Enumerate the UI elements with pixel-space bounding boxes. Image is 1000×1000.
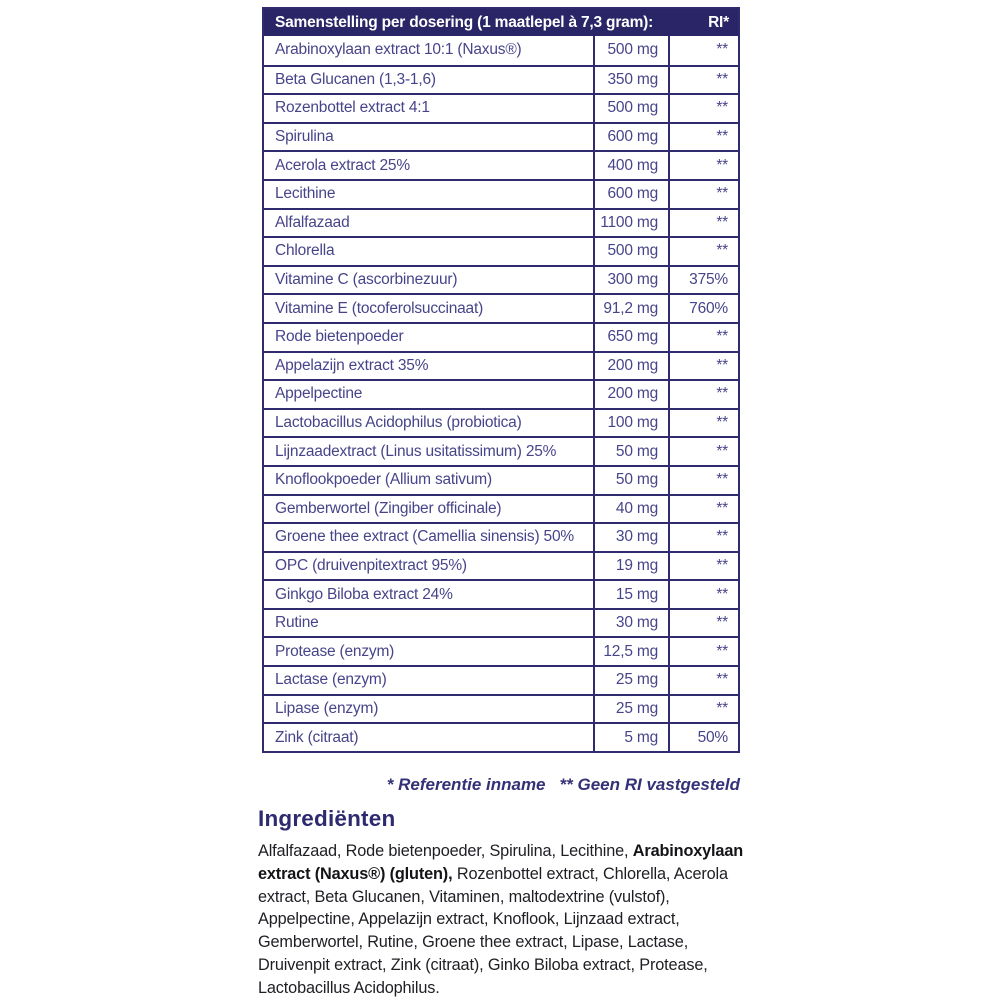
ingredients-text-start: Alfalfazaad, Rode bietenpoeder, Spirulina, Lecithine, — [258, 842, 633, 860]
ingredient-ri-value: ** — [668, 610, 738, 637]
footnote-no-ri: ** Geen RI vastgesteld — [559, 775, 740, 794]
ingredient-amount: 19 mg — [593, 553, 668, 580]
table-row — [264, 494, 738, 523]
ingredient-amount: 12,5 mg — [593, 638, 668, 665]
ingredient-amount: 15 mg — [593, 581, 668, 608]
ingredient-amount: 25 mg — [593, 696, 668, 723]
ingredient-amount: 650 mg — [593, 324, 668, 351]
table-title: Samenstelling per dosering (1 maatlepel à 7,3 gram): — [275, 13, 654, 31]
composition-table-header — [264, 9, 738, 36]
ingredient-name: Appelpectine — [275, 385, 363, 403]
ingredient-amount: 350 mg — [593, 67, 668, 94]
table-row — [264, 179, 738, 208]
ingredient-ri-value: 375% — [668, 267, 738, 294]
ingredient-ri-value: ** — [668, 524, 738, 551]
table-row — [264, 722, 738, 751]
ingredient-amount: 600 mg — [593, 124, 668, 151]
ingredient-name: Rutine — [275, 614, 319, 632]
ingredient-name: Lipase (enzym) — [275, 699, 379, 717]
ingredient-ri-value: ** — [668, 353, 738, 380]
ingredient-name: Vitamine C (ascorbinezuur) — [275, 271, 458, 289]
ingredients-text-end: Rozenbottel extract, Chlorella, Acerola extract, Beta Glucanen, Vitaminen, maltodextrine (vulstof), Appelpectine, Appelazijn extract, Knoflook, Lijnzaad extract, Gemberwortel, Rutine, Groene thee extract, Lipase, Lactase, Druivenpit extract, Zink (citraat), Ginko Biloba extract, Protease, Lactobacillus Acidophilus. — [258, 864, 728, 997]
ingredient-name: Ginkgo Biloba extract 24% — [275, 585, 453, 603]
composition-table — [262, 7, 740, 753]
table-row — [264, 465, 738, 494]
ingredient-amount: 500 mg — [593, 238, 668, 265]
ingredient-amount: 5 mg — [593, 724, 668, 751]
ingredient-amount: 500 mg — [593, 36, 668, 65]
ingredient-name: Alfalfazaad — [275, 213, 350, 231]
ingredients-heading: Ingrediënten — [258, 806, 396, 831]
composition-table-body — [264, 36, 738, 751]
ingredient-name: Zink (citraat) — [275, 728, 359, 746]
ingredient-amount: 40 mg — [593, 496, 668, 523]
table-row — [264, 522, 738, 551]
ingredient-ri-value: ** — [668, 496, 738, 523]
ingredient-name: Lecithine — [275, 185, 336, 203]
ingredients-text-bold-allergen: Arabinoxylaan extract (Naxus®) (gluten), — [258, 842, 744, 883]
ingredient-ri-value: ** — [668, 638, 738, 665]
footnote — [387, 775, 740, 795]
table-row — [264, 579, 738, 608]
table-row — [264, 236, 738, 265]
ingredient-ri-value: ** — [668, 410, 738, 437]
table-row — [264, 436, 738, 465]
ingredient-ri-value: 760% — [668, 295, 738, 322]
ingredient-name: Arabinoxylaan extract 10:1 (Naxus®) — [275, 41, 522, 59]
ingredients-paragraph — [258, 840, 755, 1000]
ingredient-name: Acerola extract 25% — [275, 156, 410, 174]
ingredient-name: Gemberwortel (Zingiber officinale) — [275, 499, 502, 517]
table-row — [264, 608, 738, 637]
ingredient-name: Appelazijn extract 35% — [275, 356, 429, 374]
ri-column-header: RI* — [708, 13, 729, 31]
ingredient-name: Lactobacillus Acidophilus (probiotica) — [275, 414, 522, 432]
ingredient-name: Groene thee extract (Camellia sinensis) 50% — [275, 528, 574, 546]
ingredient-amount: 500 mg — [593, 95, 668, 122]
ingredient-name: Beta Glucanen (1,3-1,6) — [275, 70, 436, 88]
ingredient-amount: 30 mg — [593, 610, 668, 637]
table-row — [264, 265, 738, 294]
table-row — [264, 351, 738, 380]
ingredient-ri-value: ** — [668, 210, 738, 237]
table-row — [264, 93, 738, 122]
ingredient-amount: 100 mg — [593, 410, 668, 437]
table-row — [264, 150, 738, 179]
ingredient-amount: 50 mg — [593, 467, 668, 494]
table-row — [264, 551, 738, 580]
ingredient-name: OPC (druivenpitextract 95%) — [275, 556, 467, 574]
ingredient-name: Spirulina — [275, 128, 334, 146]
ingredient-name: Lactase (enzym) — [275, 671, 387, 689]
ingredient-amount: 25 mg — [593, 667, 668, 694]
ingredient-ri-value: ** — [668, 181, 738, 208]
ingredient-ri-value: ** — [668, 553, 738, 580]
table-row — [264, 65, 738, 94]
ingredient-amount: 200 mg — [593, 353, 668, 380]
table-row — [264, 36, 738, 65]
table-row — [264, 122, 738, 151]
ingredient-name: Knoflookpoeder (Allium sativum) — [275, 471, 492, 489]
table-row — [264, 694, 738, 723]
ingredient-ri-value: ** — [668, 467, 738, 494]
ingredient-amount: 50 mg — [593, 438, 668, 465]
ingredient-ri-value: ** — [668, 124, 738, 151]
table-row — [264, 665, 738, 694]
ingredient-ri-value: ** — [668, 696, 738, 723]
ingredient-ri-value: ** — [668, 152, 738, 179]
table-row — [264, 293, 738, 322]
ingredient-ri-value: ** — [668, 581, 738, 608]
ingredient-ri-value: 50% — [668, 724, 738, 751]
ingredient-name: Protease (enzym) — [275, 642, 395, 660]
ingredient-ri-value: ** — [668, 438, 738, 465]
table-row — [264, 322, 738, 351]
ingredient-name: Chlorella — [275, 242, 335, 260]
ingredient-name: Rozenbottel extract 4:1 — [275, 99, 430, 117]
footnote-reference-intake: * Referentie inname — [386, 775, 546, 794]
ingredient-amount: 400 mg — [593, 152, 668, 179]
ingredient-ri-value: ** — [668, 238, 738, 265]
ingredient-amount: 600 mg — [593, 181, 668, 208]
ingredient-ri-value: ** — [668, 381, 738, 408]
table-row — [264, 408, 738, 437]
ingredient-amount: 91,2 mg — [593, 295, 668, 322]
ingredient-ri-value: ** — [668, 324, 738, 351]
table-row — [264, 636, 738, 665]
ingredient-amount: 300 mg — [593, 267, 668, 294]
ingredient-ri-value: ** — [668, 667, 738, 694]
ingredient-name: Rode bietenpoeder — [275, 328, 404, 346]
ingredient-ri-value: ** — [668, 95, 738, 122]
table-row — [264, 208, 738, 237]
ingredient-amount: 200 mg — [593, 381, 668, 408]
ingredient-ri-value: ** — [668, 36, 738, 65]
ingredient-amount: 1100 mg — [593, 210, 668, 237]
ingredient-ri-value: ** — [668, 67, 738, 94]
ingredient-amount: 30 mg — [593, 524, 668, 551]
ingredient-name: Vitamine E (tocoferolsuccinaat) — [275, 299, 484, 317]
ingredient-name: Lijnzaadextract (Linus usitatissimum) 25% — [275, 442, 557, 460]
table-row — [264, 379, 738, 408]
